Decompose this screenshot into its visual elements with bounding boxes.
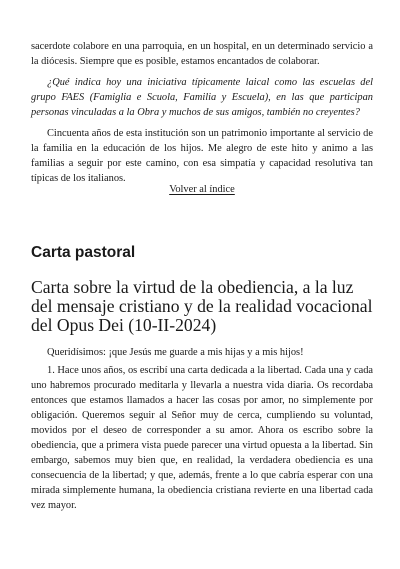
- section-title: Carta pastoral: [31, 244, 136, 261]
- back-to-index-link[interactable]: Volver al índice: [169, 184, 235, 195]
- letter-paragraph-1: 1. Hace unos años, os escribí una carta dedicada a la libertad. Cada una y cada uno habremos procurado meditarla y llevarla a nuestra vida diaria. Os recordaba entonces que estamos llamados a hacer las cosas por amor, no simplemente por obligación. Queremos seguir al Señor muy de cerca, cumpliendo su voluntad, movidos por el deseo de corresponder a su amor. Ahora os escribo sobre la obediencia, que a primera vista puede parecer una virtud opuesta a la libertad. Sin embargo, sabemos muy bien que, en realidad, la verdadera obediencia es una consecuencia de la libertad; y que, además, frente a lo que cabría esperar con una mirada simplemente humana, la obediencia cristiana revierte en una libertad cada vez mayor.: [31, 365, 373, 511]
- interview-question: ¿Qué indica hoy una iniciativa típicamente laical como las escuelas del grupo FAES (Famiglia e Scuola, Familia y Escuela), en las que participan personas vinculadas a la Obra y muchos de sus amigos, también no creyentes?: [31, 77, 373, 118]
- answer-paragraph: Cincuenta años de esta institución son un patrimonio importante al servicio de la familia en la educación de los hijos. Me alegro de este hito y animo a las familias a seguir por este camino, con esa simpatía y capacidad resolutiva tan típicas de los italianos.: [31, 128, 373, 184]
- letter-salutation: Queridísimos: ¡que Jesús me guarde a mis hijas y a mis hijos!: [47, 347, 304, 358]
- letter-title: Carta sobre la virtud de la obediencia, a la luz del mensaje cristiano y de la realidad vocacional del Opus Dei (10-II-2024): [31, 277, 373, 335]
- letter-section: [31, 278, 373, 513]
- section-header: [31, 244, 373, 262]
- top-section: [31, 39, 373, 186]
- back-link-row: [31, 184, 373, 195]
- paragraph-continuation: sacerdote colabore en una parroquia, en un hospital, en un determinado servicio a la diócesis. Siempre que es posible, estamos encantados de colaborar.: [31, 41, 373, 67]
